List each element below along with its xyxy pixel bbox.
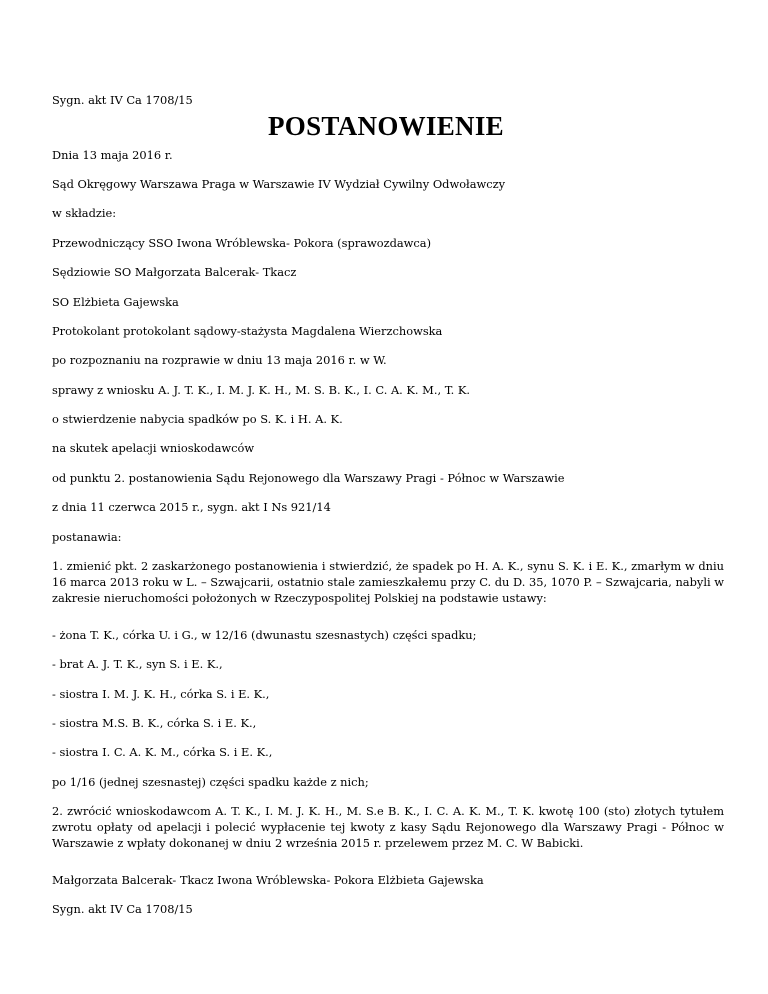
date-line: Dnia 13 maja 2016 r. — [52, 148, 173, 162]
case-subject: o stwierdzenie nabycia spadków po S. K. i H. A. K. — [52, 412, 343, 426]
document-title: POSTANOWIENIE — [268, 111, 504, 141]
share-each-line: po 1/16 (jednej szesnastej) części spadku każde z nich; — [52, 775, 369, 789]
heir-list-item: - siostra I. C. A. K. M., córka S. i E. K., — [52, 745, 273, 759]
judges-line-2: SO Elżbieta Gajewska — [52, 295, 179, 309]
ruling-point-1: 1. zmienić pkt. 2 zaskarżonego postanowienia i stwierdzić, że spadek po H. A. K., synu S. K. i E. K., zmarłym w dniu 16 marca 2013 roku w L. – Szwajcarii, ostatnio stale zamieszkałemu przy C. du D. 35, 1070 P. – Szwajcaria, nabyli w zakresie nieruchomości położonych w Rzeczypospolitej Polskiej na podstawie ustawy: — [52, 559, 724, 605]
case-parties: sprawy z wniosku A. J. T. K., I. M. J. K. H., M. S. B. K., I. C. A. K. M., T. K. — [52, 383, 470, 397]
heir-list-item: - brat A. J. T. K., syn S. i E. K., — [52, 657, 223, 671]
judges-line-1: Sędziowie SO Małgorzata Balcerak- Tkacz — [52, 265, 297, 279]
composition-label: w składzie: — [52, 206, 117, 220]
decides-label: postanawia: — [52, 530, 122, 544]
signatures-line: Małgorzata Balcerak- Tkacz Iwona Wróblewska- Pokora Elżbieta Gajewska — [52, 873, 484, 887]
heir-list-item: - żona T. K., córka U. i G., w 12/16 (dwunastu szesnastych) części spadku; — [52, 628, 477, 642]
ruling-point-2: 2. zwrócić wnioskodawcom A. T. K., I. M. J. K. H., M. S.e B. K., I. C. A. K. M., T. K. kwotę 100 (sto) złotych tytułem zwrotu opłaty od apelacji i polecić wypłacenie tej kwoty z kasy Sądu Rejonowego dla Warszawy Pragi - Północ w Warszawie z wpłaty dokonanej w dniu 2 września 2015 r. przelewem przez M. C. W Babicki. — [52, 804, 724, 850]
presiding-judge: Przewodniczący SSO Iwona Wróblewska- Pokora (sprawozdawca) — [52, 236, 432, 250]
appeal-point-line: od punktu 2. postanowienia Sądu Rejonowego dla Warszawy Pragi - Północ w Warszawie — [52, 471, 565, 485]
court-name: Sąd Okręgowy Warszawa Praga w Warszawie IV Wydział Cywilny Odwoławczy — [52, 177, 506, 191]
appeal-line: na skutek apelacji wnioskodawców — [52, 441, 255, 455]
appeal-date-line: z dnia 11 czerwca 2015 r., sygn. akt I Ns 921/14 — [52, 500, 331, 514]
case-reference-bottom: Sygn. akt IV Ca 1708/15 — [52, 902, 193, 916]
hearing-line: po rozpoznaniu na rozprawie w dniu 13 maja 2016 r. w W. — [52, 353, 387, 367]
clerk-line: Protokolant protokolant sądowy-stażysta Magdalena Wierzchowska — [52, 324, 443, 338]
heir-list-item: - siostra I. M. J. K. H., córka S. i E. K., — [52, 687, 270, 701]
heir-list-item: - siostra M.S. B. K., córka S. i E. K., — [52, 716, 257, 730]
case-reference-top: Sygn. akt IV Ca 1708/15 — [52, 93, 193, 107]
